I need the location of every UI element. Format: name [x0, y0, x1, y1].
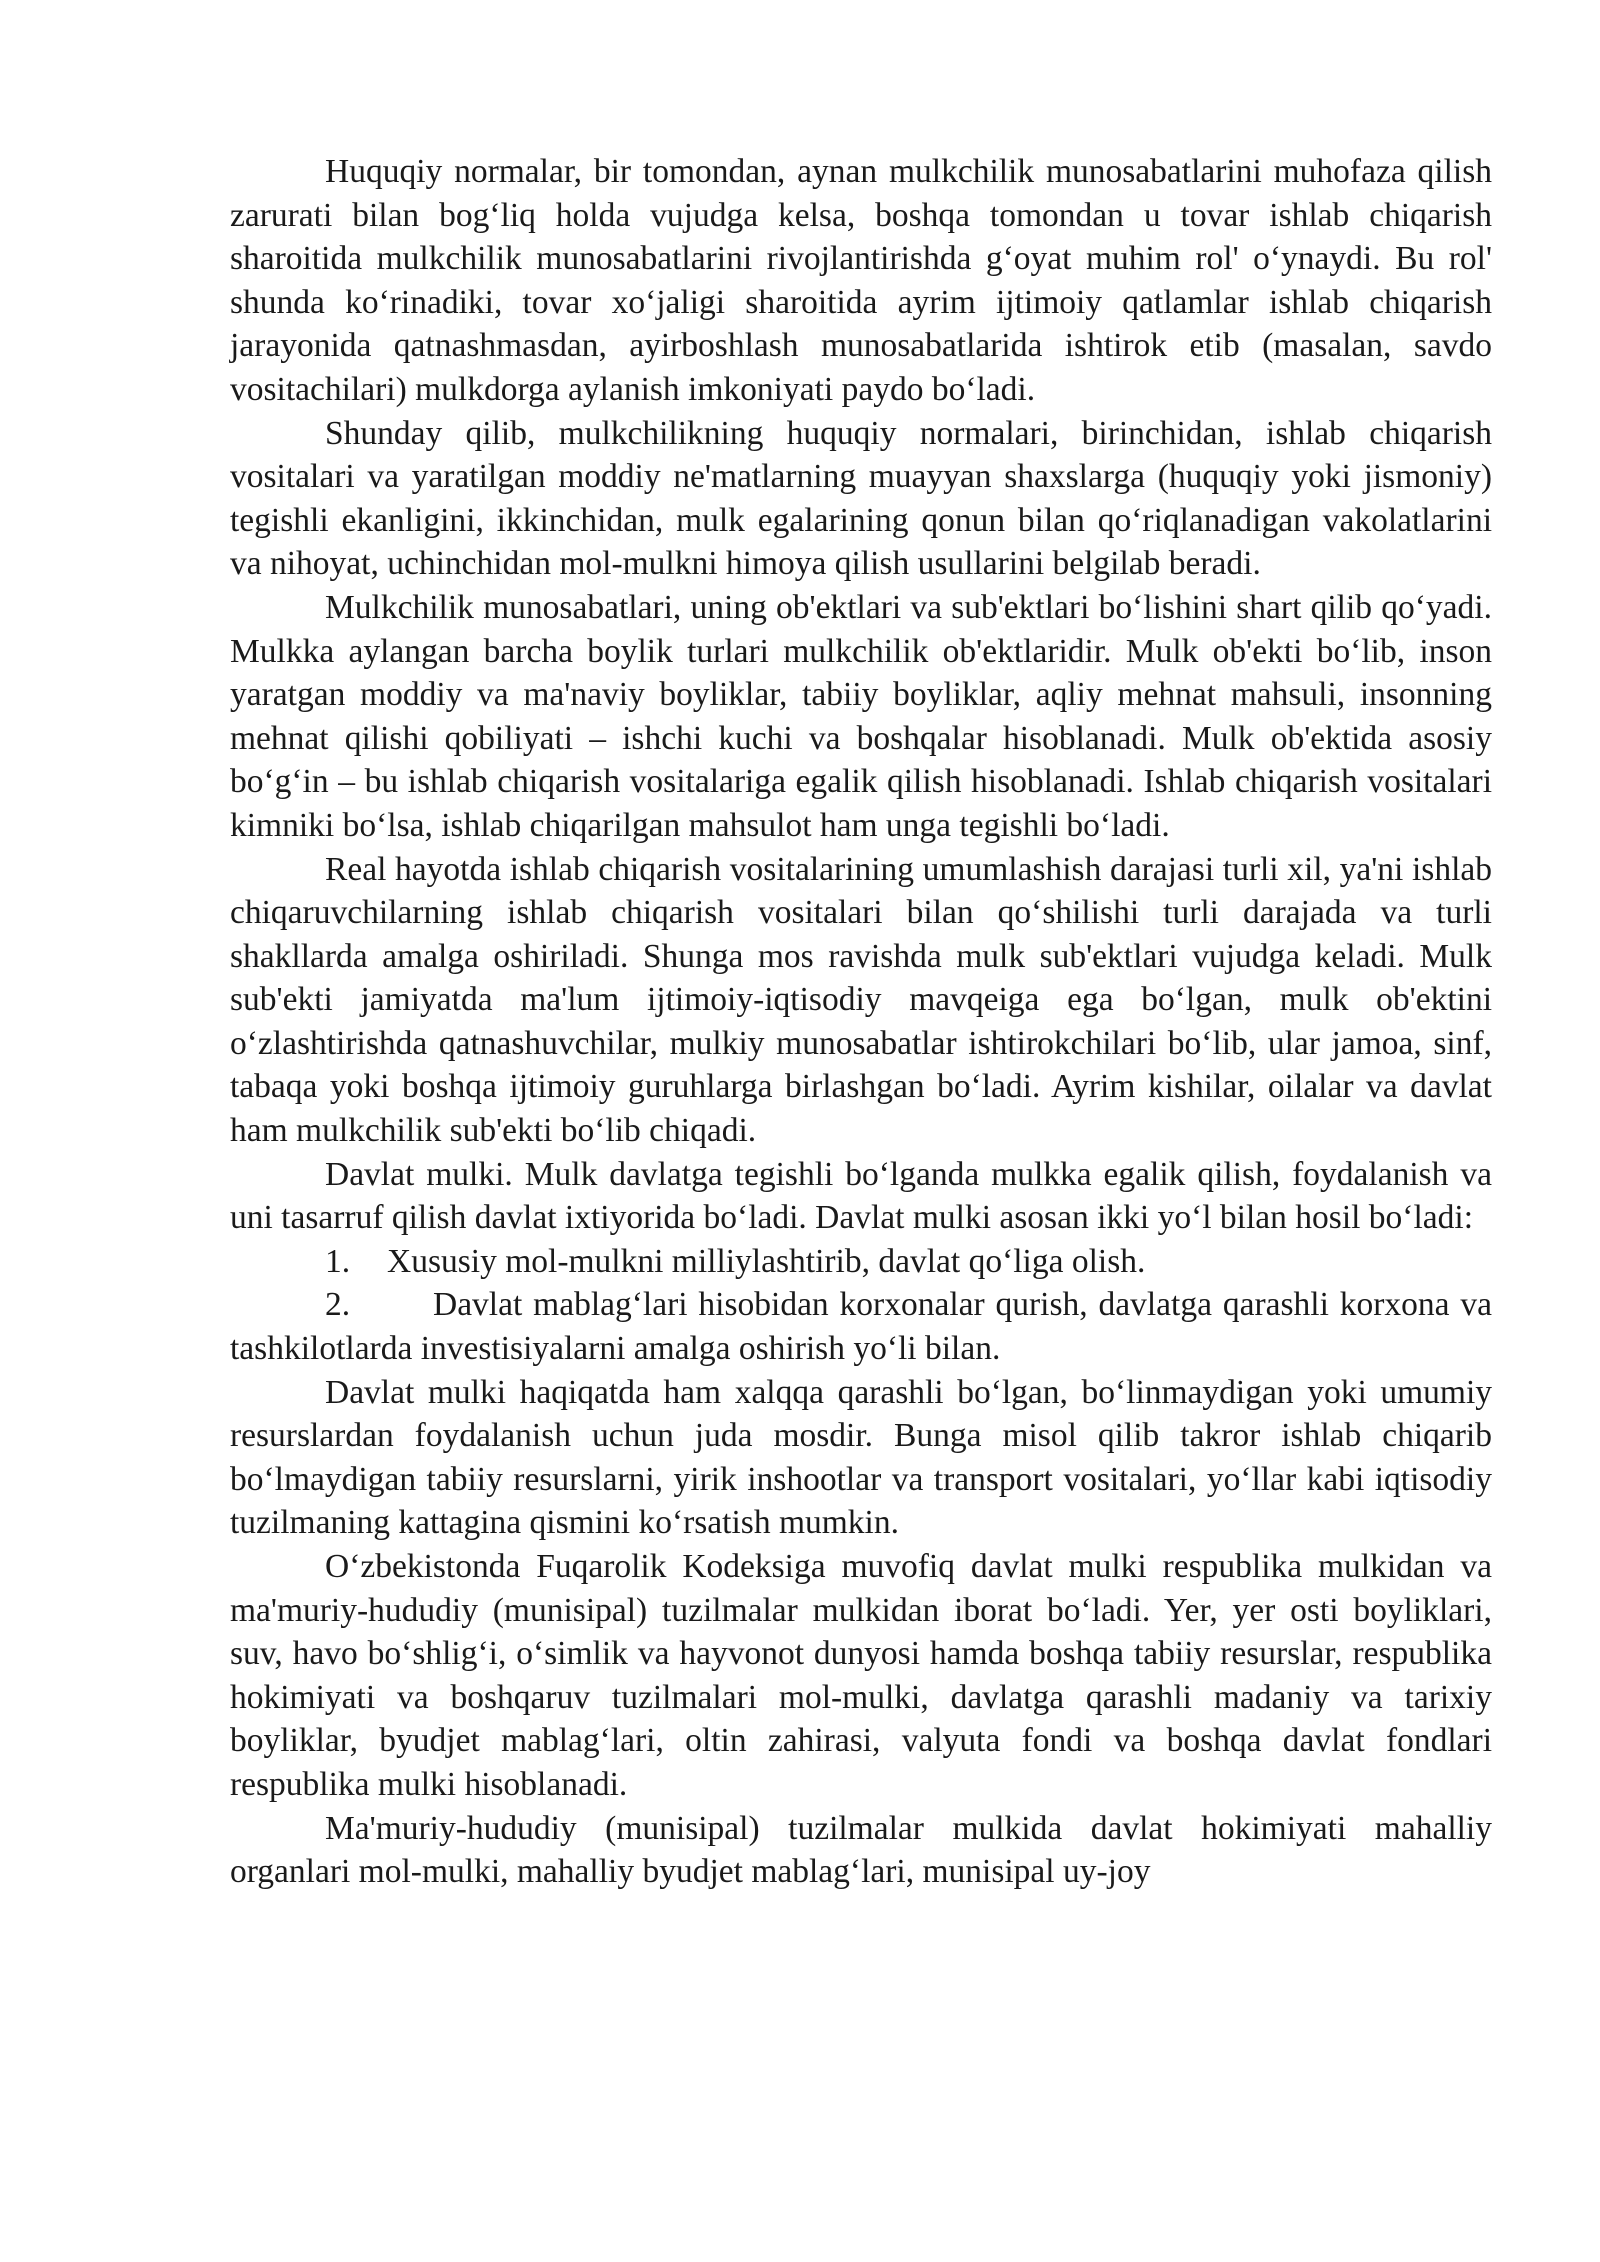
list-item	[230, 1283, 1492, 1370]
paragraph-legal-norms-define: Shunday qilib, mulkchilikning huquqiy normalari, birinchidan, ishlab chiqarish vositalari va yaratilgan moddiy ne'matlarning muayyan shaxslarga (huquqiy yoki jismoniy) tegishli ekanligini, ikkinchidan, mulk egalarining qonun bilan qo‘riqlanadigan vakolatlarini va nihoyat, uchinchidan mol-mulkni himoya qilish usullarini belgilab beradi.	[230, 414, 1492, 583]
list-number: 1.	[325, 1242, 351, 1280]
list-number: 2.	[325, 1286, 351, 1324]
paragraph-uzbekistan-civil-code: O‘zbekistonda Fuqarolik Kodeksiga muvofiq davlat mulki respublika mulkidan va ma'muriy-hududiy (munisipal) tuzilmalar mulkidan iborat bo‘ladi. Yer, yer osti boyliklari, suv, havo bo‘shlig‘i, o‘simlik va hayvonot dunyosi hamda boshqa tabiiy resurslar, respublika hokimiyati va boshqaruv tuzilmalari mol-mulki, davlatga qarashli madaniy va tarixiy boyliklar, byudjet mablag‘lari, oltin zahirasi, valyuta fondi va boshqa davlat fondlari respublika mulki hisoblanadi.	[230, 1548, 1492, 1803]
paragraph-legal-norms: Huquqiy normalar, bir tomondan, aynan mulkchilik munosabatlarini muhofaza qilish zarurati bilan bog‘liq holda vujudga kelsa, boshqa tomondan u tovar ishlab chiqarish sharoitida mulkchilik munosabatlarini rivojlantirishda g‘oyat muhim rol' o‘ynaydi. Bu rol' shunda ko‘rinadiki, tovar xo‘jaligi sharoitida ayrim ijtimoiy qatlamlar ishlab chiqarish jarayonida qatnashmasdan, ayirboshlash munosabatlarida ishtirok etib (masalan, savdo vositachilari) mulkdorga aylanish imkoniyati paydo bo‘ladi.	[230, 153, 1492, 408]
paragraph-property-subjects: Real hayotda ishlab chiqarish vositalarining umumlashish darajasi turli xil, ya'ni ishlab chiqaruvchilarning ishlab chiqarish vositalari bilan qo‘shilishi turli darajada va turli shakllarda amalga oshiriladi. Shunga mos ravishda mulk sub'ektlari vujudga keladi. Mulk sub'ekti jamiyatda ma'lum ijtimoiy-iqtisodiy mavqeiga ega bo‘lgan, mulk ob'ektini o‘zlashtirishda qatnashuvchilar, mulkiy munosabatlar ishtirokchilari bo‘lib, ular jamoa, sinf, tabaqa yoki boshqa ijtimoiy guruhlarga birlashgan bo‘ladi. Ayrim kishilar, oilalar va davlat ham mulkchilik sub'ekti bo‘lib chiqadi.	[230, 850, 1492, 1150]
document-page	[230, 150, 1492, 1894]
paragraph-property-objects: Mulkchilik munosabatlari, uning ob'ektlari va sub'ektlari bo‘lishini shart qilib qo‘yadi. Mulkka aylangan barcha boylik turlari mulkchilik ob'ektlaridir. Mulk ob'ekti bo‘lib, inson yaratgan moddiy va ma'naviy boyliklar, tabiiy boyliklar, aqliy mehnat mahsuli, insonning mehnat qilishi qobiliyati – ishchi kuchi va boshqalar hisoblanadi. Mulk ob'ektida asosiy bo‘g‘in – bu ishlab chiqarish vositalariga egalik qilish hisoblanadi. Ishlab chiqarish vositalari kimniki bo‘lsa, ishlab chiqarilgan mahsulot ham unga tegishli bo‘ladi.	[230, 588, 1492, 844]
paragraph-municipal-property: Ma'muriy-hududiy (munisipal) tuzilmalar mulkida davlat hokimiyati mahalliy organlari mol-mulki, mahalliy byudjet mablag‘lari, munisipal uy-joy	[230, 1809, 1492, 1891]
list-item	[230, 1240, 1492, 1284]
paragraph-state-property-purpose: Davlat mulki haqiqatda ham xalqqa qarashli bo‘lgan, bo‘linmaydigan yoki umumiy resurslardan foydalanish uchun juda mosdir. Bunga misol qilib takror ishlab chiqarib bo‘lmaydigan tabiiy resurslarni, yirik inshootlar va transport vositalari, yo‘llar kabi iqtisodiy tuzilmaning kattagina qismini ko‘rsatish mumkin.	[230, 1373, 1492, 1542]
list-text: Davlat mablag‘lari hisobidan korxonalar qurish, davlatga qarashli korxona va tashkilotlarda investisiyalarni amalga oshirish yo‘li bilan.	[230, 1286, 1492, 1368]
list-text: Xususiy mol-mulkni milliylashtirib, davlat qo‘liga olish.	[387, 1242, 1146, 1280]
paragraph-state-property: Davlat mulki. Mulk davlatga tegishli bo‘lganda mulkka egalik qilish, foydalanish va uni tasarruf qilish davlat ixtiyorida bo‘ladi. Davlat mulki asosan ikki yo‘l bilan hosil bo‘ladi:	[230, 1155, 1492, 1237]
